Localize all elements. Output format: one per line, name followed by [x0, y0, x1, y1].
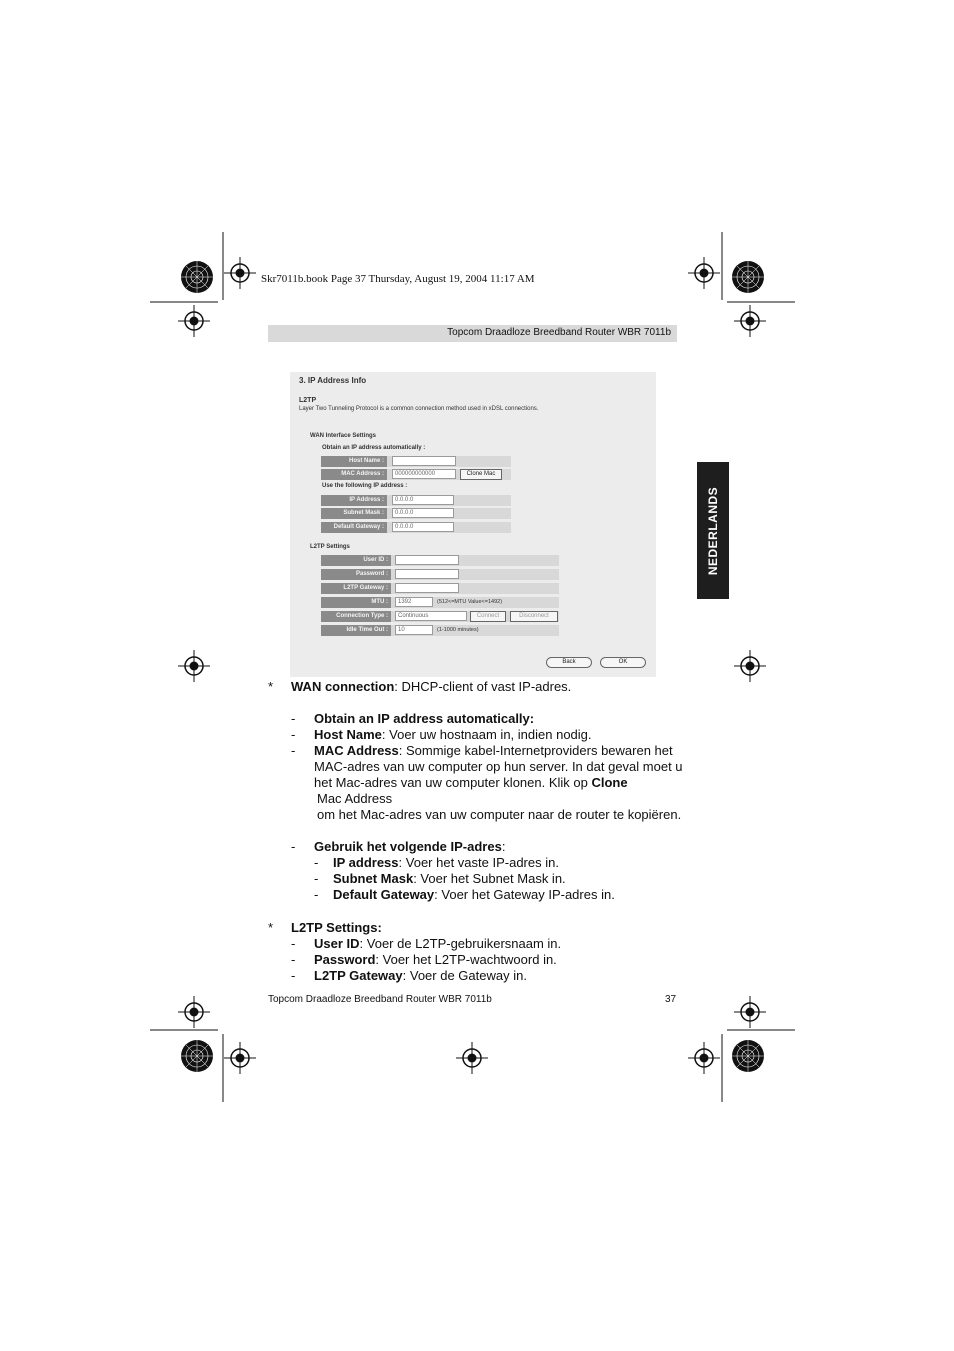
running-header [268, 325, 677, 342]
mac-line-2: MAC-adres van uw computer op hun server. In dat geval moet u [314, 759, 683, 774]
screenshot-heading: 3. IP Address Info [299, 376, 367, 385]
l2tp-settings-line: L2TP Settings: [291, 920, 382, 935]
l2tp-gateway-input[interactable] [395, 583, 459, 593]
obtain-auto-radio[interactable]: Obtain an IP address automatically : [322, 445, 426, 451]
idle-time-label: Idle Time Out : [321, 625, 391, 636]
password-input[interactable] [395, 569, 459, 579]
idle-time-hint: (1-1000 minutes) [437, 627, 479, 633]
mtu-hint: (512<=MTU Value<=1492) [437, 599, 503, 605]
back-button[interactable]: Back [546, 657, 592, 668]
dash: - [291, 968, 296, 983]
host-name-input[interactable] [392, 456, 456, 466]
connect-button[interactable]: Connect [470, 611, 506, 622]
mac-line-4: Mac Address [317, 791, 393, 806]
dash: - [291, 727, 296, 742]
dash: - [291, 839, 296, 854]
mac-line-3: het Mac-adres van uw computer klonen. Klik op Clone [314, 775, 628, 790]
subnet-mask-label: Subnet Mask : [321, 508, 387, 519]
dash: - [291, 711, 296, 726]
footer-title: Topcom Draadloze Breedband Router WBR 7011b [268, 994, 492, 1005]
language-tab-label: NEDERLANDS [706, 486, 720, 575]
default-gateway-label: Default Gateway : [321, 522, 387, 533]
host-name-line: Host Name: Voer uw hostnaam in, indien nodig. [314, 727, 592, 742]
wan-bullet: * [268, 679, 274, 694]
dash: - [291, 952, 296, 967]
connection-type-label: Connection Type : [321, 611, 391, 622]
connection-type-select[interactable]: Continuous [395, 611, 467, 621]
ok-button[interactable]: OK [600, 657, 646, 668]
default-gateway-input[interactable]: 0.0.0.0 [392, 522, 454, 532]
password-line: Password: Voer het L2TP-wachtwoord in. [314, 952, 557, 967]
mode-title: L2TP [299, 397, 317, 404]
mode-description: Layer Two Tunneling Protocol is a common connection method used in xDSL connections. [299, 406, 539, 412]
l2tp-gateway-label: L2TP Gateway : [321, 583, 391, 594]
mac-address-line: MAC Address: Sommige kabel-Internetproviders bewaren het [314, 743, 673, 758]
use-following-radio[interactable]: Use the following IP address : [322, 483, 408, 489]
dash: - [291, 936, 296, 951]
obtain-auto-line: Obtain an IP address automatically: [314, 711, 535, 726]
l2tp-section-title: L2TP Settings [310, 544, 350, 550]
gebruik-line: Gebruik het volgende IP-adres: [314, 839, 506, 854]
user-id-line: User ID: Voer de L2TP-gebruikersnaam in. [314, 936, 562, 951]
mtu-input[interactable]: 1392 [395, 597, 433, 607]
host-name-label: Host Name : [321, 456, 387, 467]
wan-connection-line: WAN connection: DHCP-client of vast IP-adres. [291, 679, 572, 694]
ip-address-label: IP Address : [321, 495, 387, 506]
dash: - [314, 855, 319, 870]
print-header: Skr7011b.book Page 37 Thursday, August 19, 2004 11:17 AM [261, 273, 535, 285]
mac-line-5: om het Mac-adres van uw computer naar de router te kopiëren. [317, 807, 682, 822]
running-header-text: Topcom Draadloze Breedband Router WBR 7011b [447, 327, 671, 338]
user-id-label: User ID : [321, 555, 391, 566]
disconnect-button[interactable]: Disconnect [510, 611, 558, 622]
dash: - [314, 871, 319, 886]
subnet-mask-line: Subnet Mask: Voer het Subnet Mask in. [333, 871, 566, 886]
router-screenshot [290, 372, 656, 677]
dash: - [291, 743, 296, 758]
ip-address-line: IP address: Voer het vaste IP-adres in. [333, 855, 559, 870]
mac-address-label: MAC Address : [321, 469, 387, 480]
subnet-mask-input[interactable]: 0.0.0.0 [392, 508, 454, 518]
mac-address-input[interactable]: 000000000000 [392, 469, 456, 479]
wan-section-title: WAN Interface Settings [310, 433, 377, 439]
l2tp-bullet: * [268, 920, 274, 935]
l2tp-gateway-line: L2TP Gateway: Voer de Gateway in. [314, 968, 527, 983]
page-number: 37 [665, 994, 677, 1005]
language-tab [697, 462, 729, 599]
clone-mac-button[interactable]: Clone Mac [460, 469, 502, 480]
mtu-label: MTU : [321, 597, 391, 608]
dash: - [314, 887, 319, 902]
password-label: Password : [321, 569, 391, 580]
idle-time-input[interactable]: 10 [395, 625, 433, 635]
default-gateway-line: Default Gateway: Voer het Gateway IP-adres in. [333, 887, 615, 902]
user-id-input[interactable] [395, 555, 459, 565]
ip-address-input[interactable]: 0.0.0.0 [392, 495, 454, 505]
